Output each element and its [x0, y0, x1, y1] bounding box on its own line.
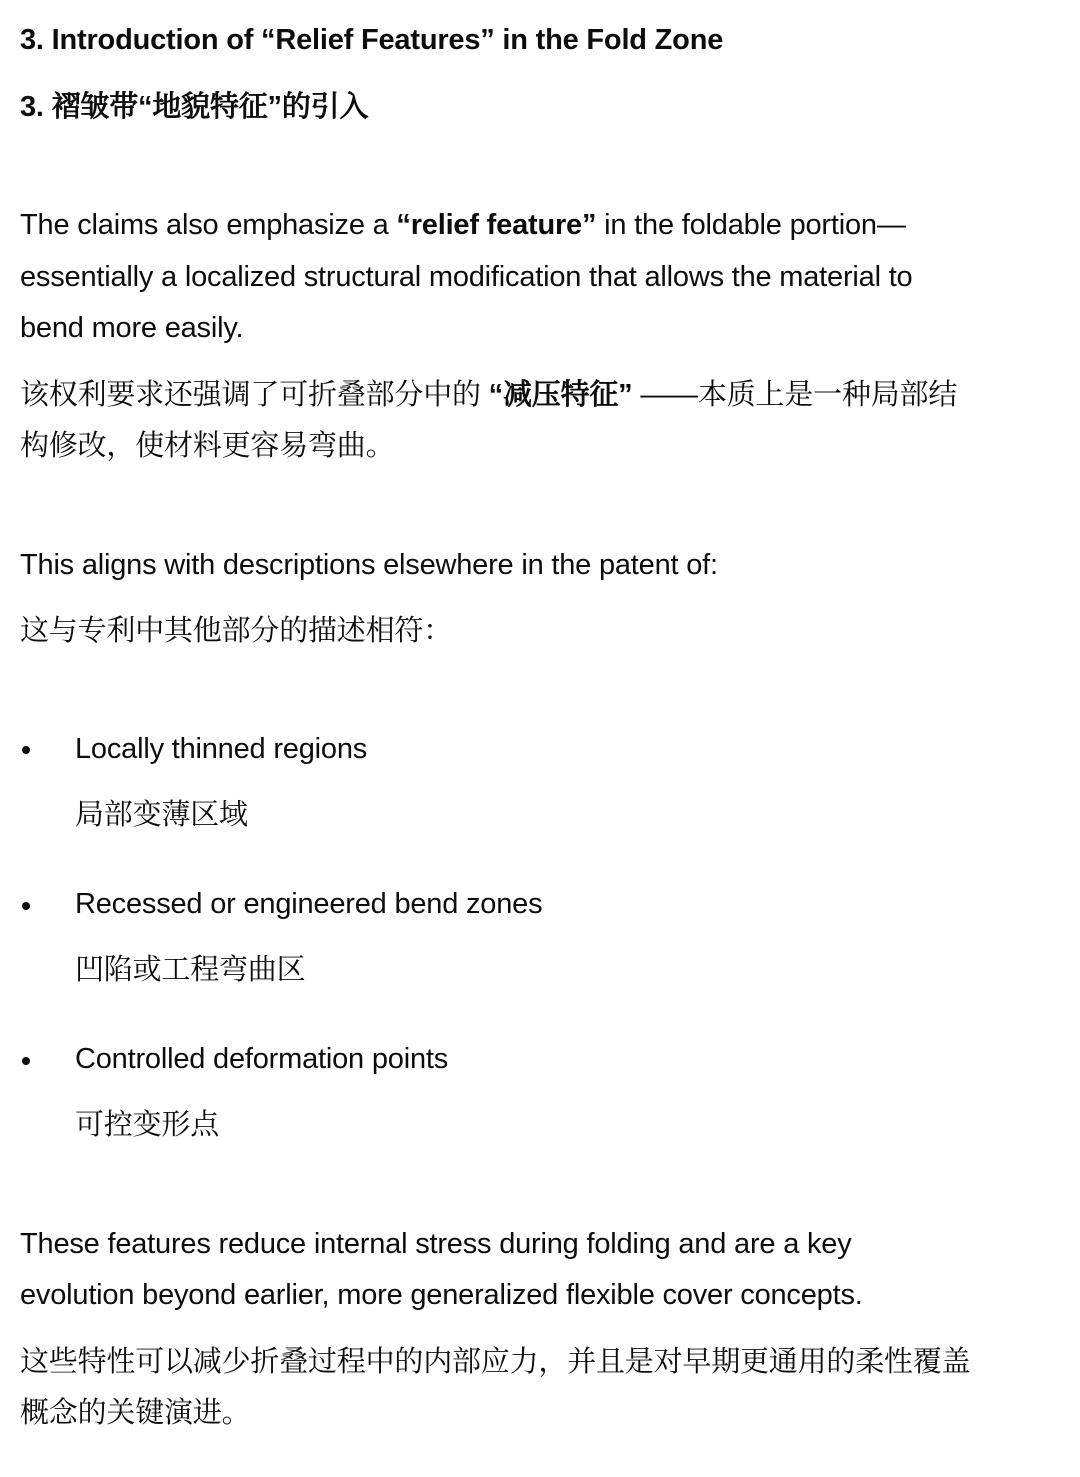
bullet-3-zh: 可控变形点: [75, 1109, 220, 1141]
bullet-2-zh: 凹陷或工程弯曲区: [75, 954, 306, 986]
bullet-2-en: Recessed or engineered bend zones: [75, 888, 543, 920]
section-heading-zh: 3. 褶皱带“地貌特征”的引入: [20, 91, 369, 123]
bullet-dot-icon: [22, 746, 30, 754]
bullet-dot-icon: [22, 1057, 30, 1065]
para1-zh-text: ——本质上是一种局部结: [632, 379, 958, 411]
bullet-3-en: Controlled deformation points: [75, 1043, 449, 1075]
relief-feature-term: “relief feature”: [396, 209, 597, 241]
para2-en: This aligns with descriptions elsewhere in the patent of:: [20, 549, 718, 581]
para1-zh-text: 该权利要求还强调了可折叠部分中的: [20, 379, 489, 411]
para1-en-line1: [20, 199, 906, 251]
para1-en-text: The claims also emphasize a: [20, 209, 397, 241]
bullet-1-zh: 局部变薄区域: [75, 799, 248, 831]
bullet-1-en: Locally thinned regions: [75, 733, 368, 765]
para3-zh-line2: 概念的关键演进。: [20, 1397, 251, 1429]
para3-en-line2: evolution beyond earlier, more generalized flexible cover concepts.: [20, 1279, 863, 1311]
para1-en-line2: essentially a localized structural modification that allows the material to: [20, 261, 913, 293]
relief-feature-term-zh: “减压特征”: [488, 379, 633, 411]
para3-zh-line1: 这些特性可以减少折叠过程中的内部应力，并且是对早期更通用的柔性覆盖: [20, 1346, 971, 1378]
para3-en-line1: These features reduce internal stress during folding and are a key: [20, 1228, 852, 1260]
para1-zh-line2: 构修改，使材料更容易弯曲。: [20, 430, 395, 462]
bullet-dot-icon: [22, 902, 30, 910]
para1-en-text: in the foldable portion—: [596, 209, 906, 241]
para2-zh: 这与专利中其他部分的描述相符：: [20, 615, 453, 647]
section-heading-en: 3. Introduction of “Relief Features” in the Fold Zone: [20, 24, 724, 56]
para1-en-line3: bend more easily.: [20, 312, 244, 344]
para1-zh-line1: [20, 369, 957, 421]
